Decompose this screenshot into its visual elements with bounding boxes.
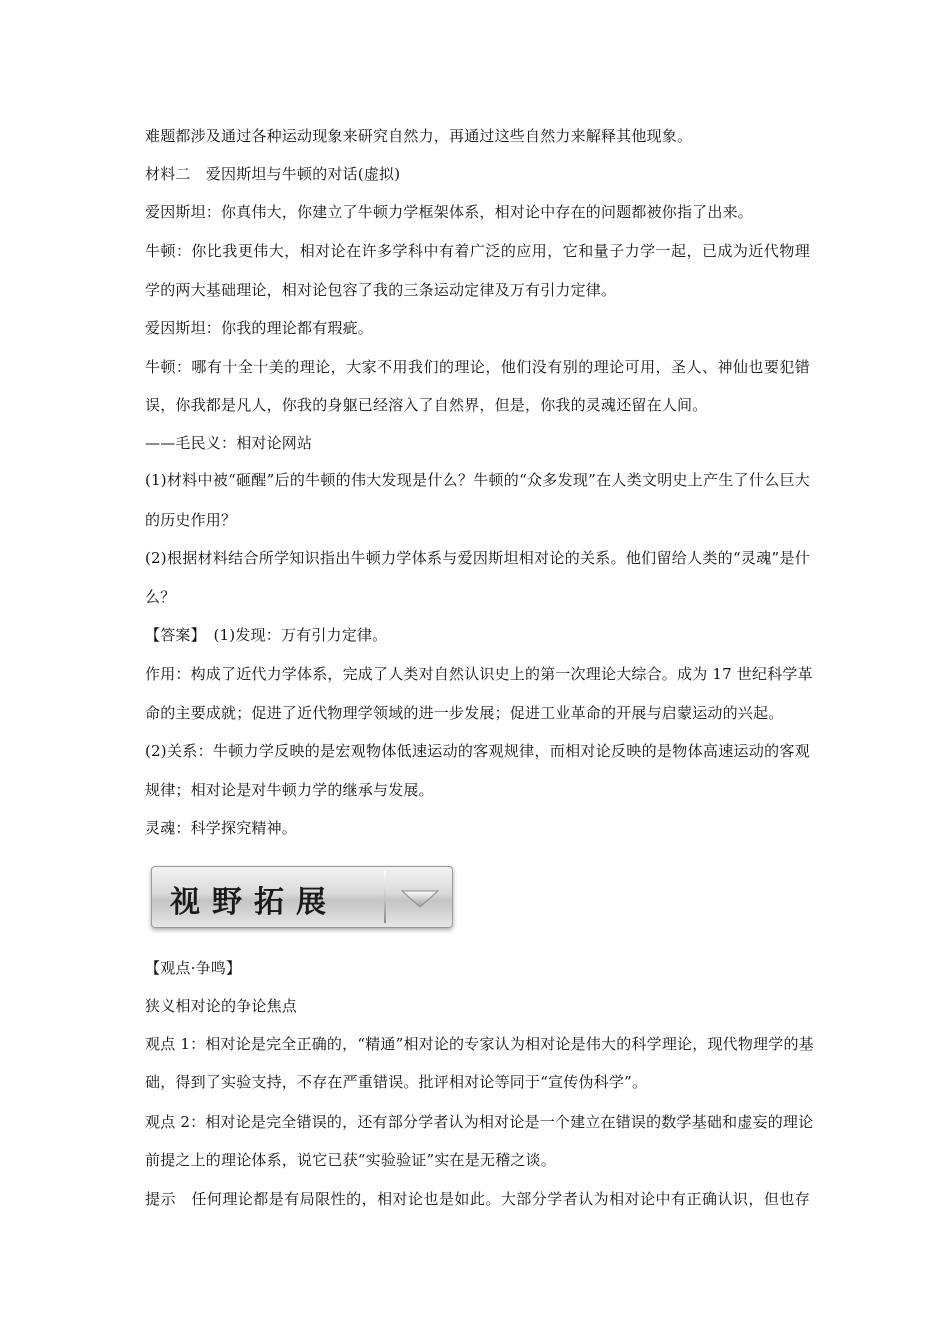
material-two-heading: 材料二 爱因斯坦与牛顿的对话(虚拟) [145,165,401,183]
viewpoint-2-cont: 前提之上的理论体系，说它已获“实验验证”实在是无稽之谈。 [145,1151,556,1169]
question-1: (1)材料中被“砸醒”后的牛顿的伟大发现是什么？牛顿的“众多发现”在人类文明史上产生了什么巨大 [145,471,810,489]
text-line-4: 牛顿：你比我更伟大，相对论在许多学科中有着广泛的应用，它和量子力学一起，已成为近代物理 [145,242,810,260]
text-line-3: 爱因斯坦：你真伟大，你建立了牛顿力学框架体系，相对论中存在的问题都被你指了出来。 [145,203,754,221]
section-banner [147,860,457,934]
viewpoint-1: 观点 1：相对论是完全正确的，“精通”相对论的专家认为相对论是伟大的科学理论，现代物理学的基 [145,1035,814,1053]
hint-line: 提示 任何理论都是有局限性的，相对论也是如此。大部分学者认为相对论中有正确认识，但也存 [145,1190,810,1208]
viewpoint-1-cont: 础，得到了实验支持，不存在严重错误。批评相对论等同于“宣传伪科学”。 [145,1073,648,1091]
source-citation: ——毛民义：相对论网站 [145,434,313,452]
text-line-6: 爱因斯坦：你我的理论都有瑕疵。 [145,319,374,337]
text-line-5: 学的两大基础理论，相对论包容了我的三条运动定律及万有引力定律。 [145,281,617,299]
banner-separator [384,871,386,923]
viewpoint-2: 观点 2：相对论是完全错误的，还有部分学者认为相对论是一个建立在错误的数学基础和虚妄的理论 [145,1113,814,1131]
text-line-7: 牛顿：哪有十全十美的理论，大家不用我们的理论，他们没有别的理论可用，圣人、神仙也要犯错 [145,358,810,376]
question-2-cont: 么？ [145,588,176,606]
question-2: (2)根据材料结合所学知识指出牛顿力学体系与爱因斯坦相对论的关系。他们留给人类的“灵魂”是什 [145,549,810,567]
answer-heading: 【答案】 (1)发现：万有引力定律。 [145,626,388,644]
banner-title: 视野拓展 [170,885,338,920]
chevron-down-icon [398,879,442,915]
answer-line-3: (2)关系：牛顿力学反映的是宏观物体低速运动的客观规律，而相对论反映的是物体高速运动的客观 [145,742,810,760]
answer-line-2: 命的主要成就；促进了近代物理学领域的进一步发展；促进工业革命的开展与启蒙运动的兴起。 [145,704,784,722]
answer-line-4: 规律；相对论是对牛顿力学的继承与发展。 [145,781,434,799]
viewpoint-heading: 【观点·争鸣】 [145,959,242,977]
question-1-cont: 的历史作用？ [145,511,237,529]
text-line-1: 难题都涉及通过各种运动现象来研究自然力，再通过这些自然力来解释其他现象。 [145,127,693,145]
text-line-8: 误，你我都是凡人，你我的身躯已经溶入了自然界，但是，你我的灵魂还留在人间。 [145,396,708,414]
banner-box [151,866,453,928]
answer-line-1: 作用：构成了近代力学体系，完成了人类对自然认识史上的第一次理论大综合。成为 17 世纪科学革 [145,665,813,683]
debate-title: 狭义相对论的争论焦点 [145,997,298,1015]
answer-line-5: 灵魂：科学探究精神。 [145,819,298,837]
